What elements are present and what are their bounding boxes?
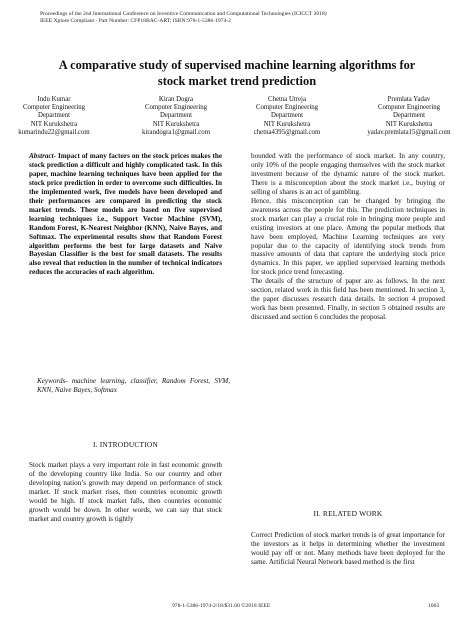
title-line-2: stock market trend prediction [157, 73, 317, 88]
title-line-1: A comparative study of supervised machine learning algorithms for [58, 58, 416, 72]
intro-paragraph-4: The details of the structure of paper are as follows. In the next section, related work in this field has been mentioned. In section 3, the paper discusses research data details. In section 4 proposed work has been presented. Finally, in section 5 obtained results are discussed and section 6 concludes the proposal. [251, 277, 445, 322]
author-name: Kiran Dogra [158, 96, 194, 103]
abstract [29, 152, 222, 277]
author-dept-2: Department [392, 112, 426, 120]
author-block-2 [126, 96, 226, 137]
intro-paragraph: Stock market plays a very important role in fast economic growth of the developing country like India. So our country and other developing nation’s growth may depend on performance of stock market. If stock market rises, then countries economic growth would be high. If stock market falls, then countries economic growth would be down. In other words, we can say that stock market and country growth is tightly [29, 461, 222, 523]
author-dept-2: Department [159, 112, 193, 120]
author-name: Premlata Yadav [387, 96, 431, 103]
author-dept: Computer Engineering [377, 104, 441, 112]
author-block-4 [359, 96, 459, 137]
author-institution: NIT Kurukshetra [385, 120, 433, 128]
section-heading-introduction: I. INTRODUCTION [93, 440, 158, 449]
proceedings-header [40, 11, 327, 25]
page-number: 1003 [428, 603, 440, 609]
author-dept-2: Department [270, 112, 304, 120]
abstract-text: Impact of many factors on the stock prices makes the stock prediction a difficult and highly complicated task. In this paper, machine learning techniques have been applied for the stock price prediction in order to overcome such difficulties. In the implemented work, five models have been developed and their performances are compared in predicting the stock market trends. These models are based on five supervised learning techniques i.e., Support Vector Machine (SVM), Random Forest, K-Nearest Neighbor (KNN), Naive Bayes, and Softmax. The experimental results show that Random Forest algorithm performs the best for large datasets and Naive Bayesian Classifier is the best for small datasets. The results also reveal that reduction in the number of technical indicators reduces the accuracies of each algorithm. [29, 152, 222, 277]
author-email: chetna4395@gmail.com [253, 128, 321, 136]
right-column-body [251, 152, 445, 322]
intro-paragraph-2: bounded with the performance of stock market. In any country, only 10% of the people engaging themselves with the stock market investment because of the dynamic nature of the stock market. There is a misconception about the stock market i.e., buying or selling of shares is an act of gambling. [251, 152, 445, 196]
author-name: Chetna Utreja [268, 96, 306, 103]
section-heading-related-work: II. RELATED WORK [313, 509, 383, 518]
author-block-3 [237, 96, 337, 137]
author-dept: Computer Engineering [22, 104, 86, 112]
header-line-2: IEEE Xplore Compliant - Part Number: CFP18BAC-ART; ISBN:978-1-5386-1974-2 [40, 18, 231, 24]
keywords [29, 377, 230, 395]
author-institution: NIT Kurukshetra [152, 120, 200, 128]
author-name: Indu Kumar [37, 96, 71, 103]
header-line-1: Proceedings of the 2nd International Conference on Inventive Communication and Computational Technologies (ICICCT 2018) [40, 11, 327, 17]
author-email: yadav.premlata15@gmail.com [367, 128, 451, 136]
introduction-body [29, 461, 222, 524]
related-work-body [251, 531, 445, 567]
footer-isbn: 978-1-5386-1974-2/18/$31.00 ©2018 IEEE [172, 603, 271, 609]
author-dept: Computer Engineering [255, 104, 319, 112]
author-institution: NIT Kurukshetra [30, 120, 78, 128]
author-dept: Computer Engineering [144, 104, 208, 112]
abstract-label: Abstract- [29, 152, 56, 160]
paper-title [30, 58, 444, 89]
author-email: kumarindu22@gmail.com [18, 128, 90, 136]
author-email: kirandogra1@gmail.com [142, 128, 210, 136]
author-dept-2: Department [37, 112, 71, 120]
keywords-text: Keywords- machine learning, classifier, Random Forest, SVM, KNN, Naive Bayes, Softmax [37, 377, 230, 394]
intro-paragraph-3: Hence, this misconception can be changed by bringing the awareness across the people for this. The prediction techniques in stock market can play a crucial role in bringing more people and existing investors at one place. Among the popular methods that have been employed, Machine Learning techniques are very popular due to the capacity of identifying stock trends from massive amounts of data that capture the underlying stock price dynamics. In this paper, we applied supervised learning methods for stock price trend forecasting. [251, 196, 445, 277]
author-institution: NIT Kurukshetra [263, 120, 311, 128]
related-work-paragraph: Correct Prediction of stock market trends is of great importance for the investors as it helps in determining whether the investment would pay off or not. Many methods have been deployed for the same. Artificial Neural Network based method is the first [251, 531, 445, 566]
author-block-1 [4, 96, 104, 137]
